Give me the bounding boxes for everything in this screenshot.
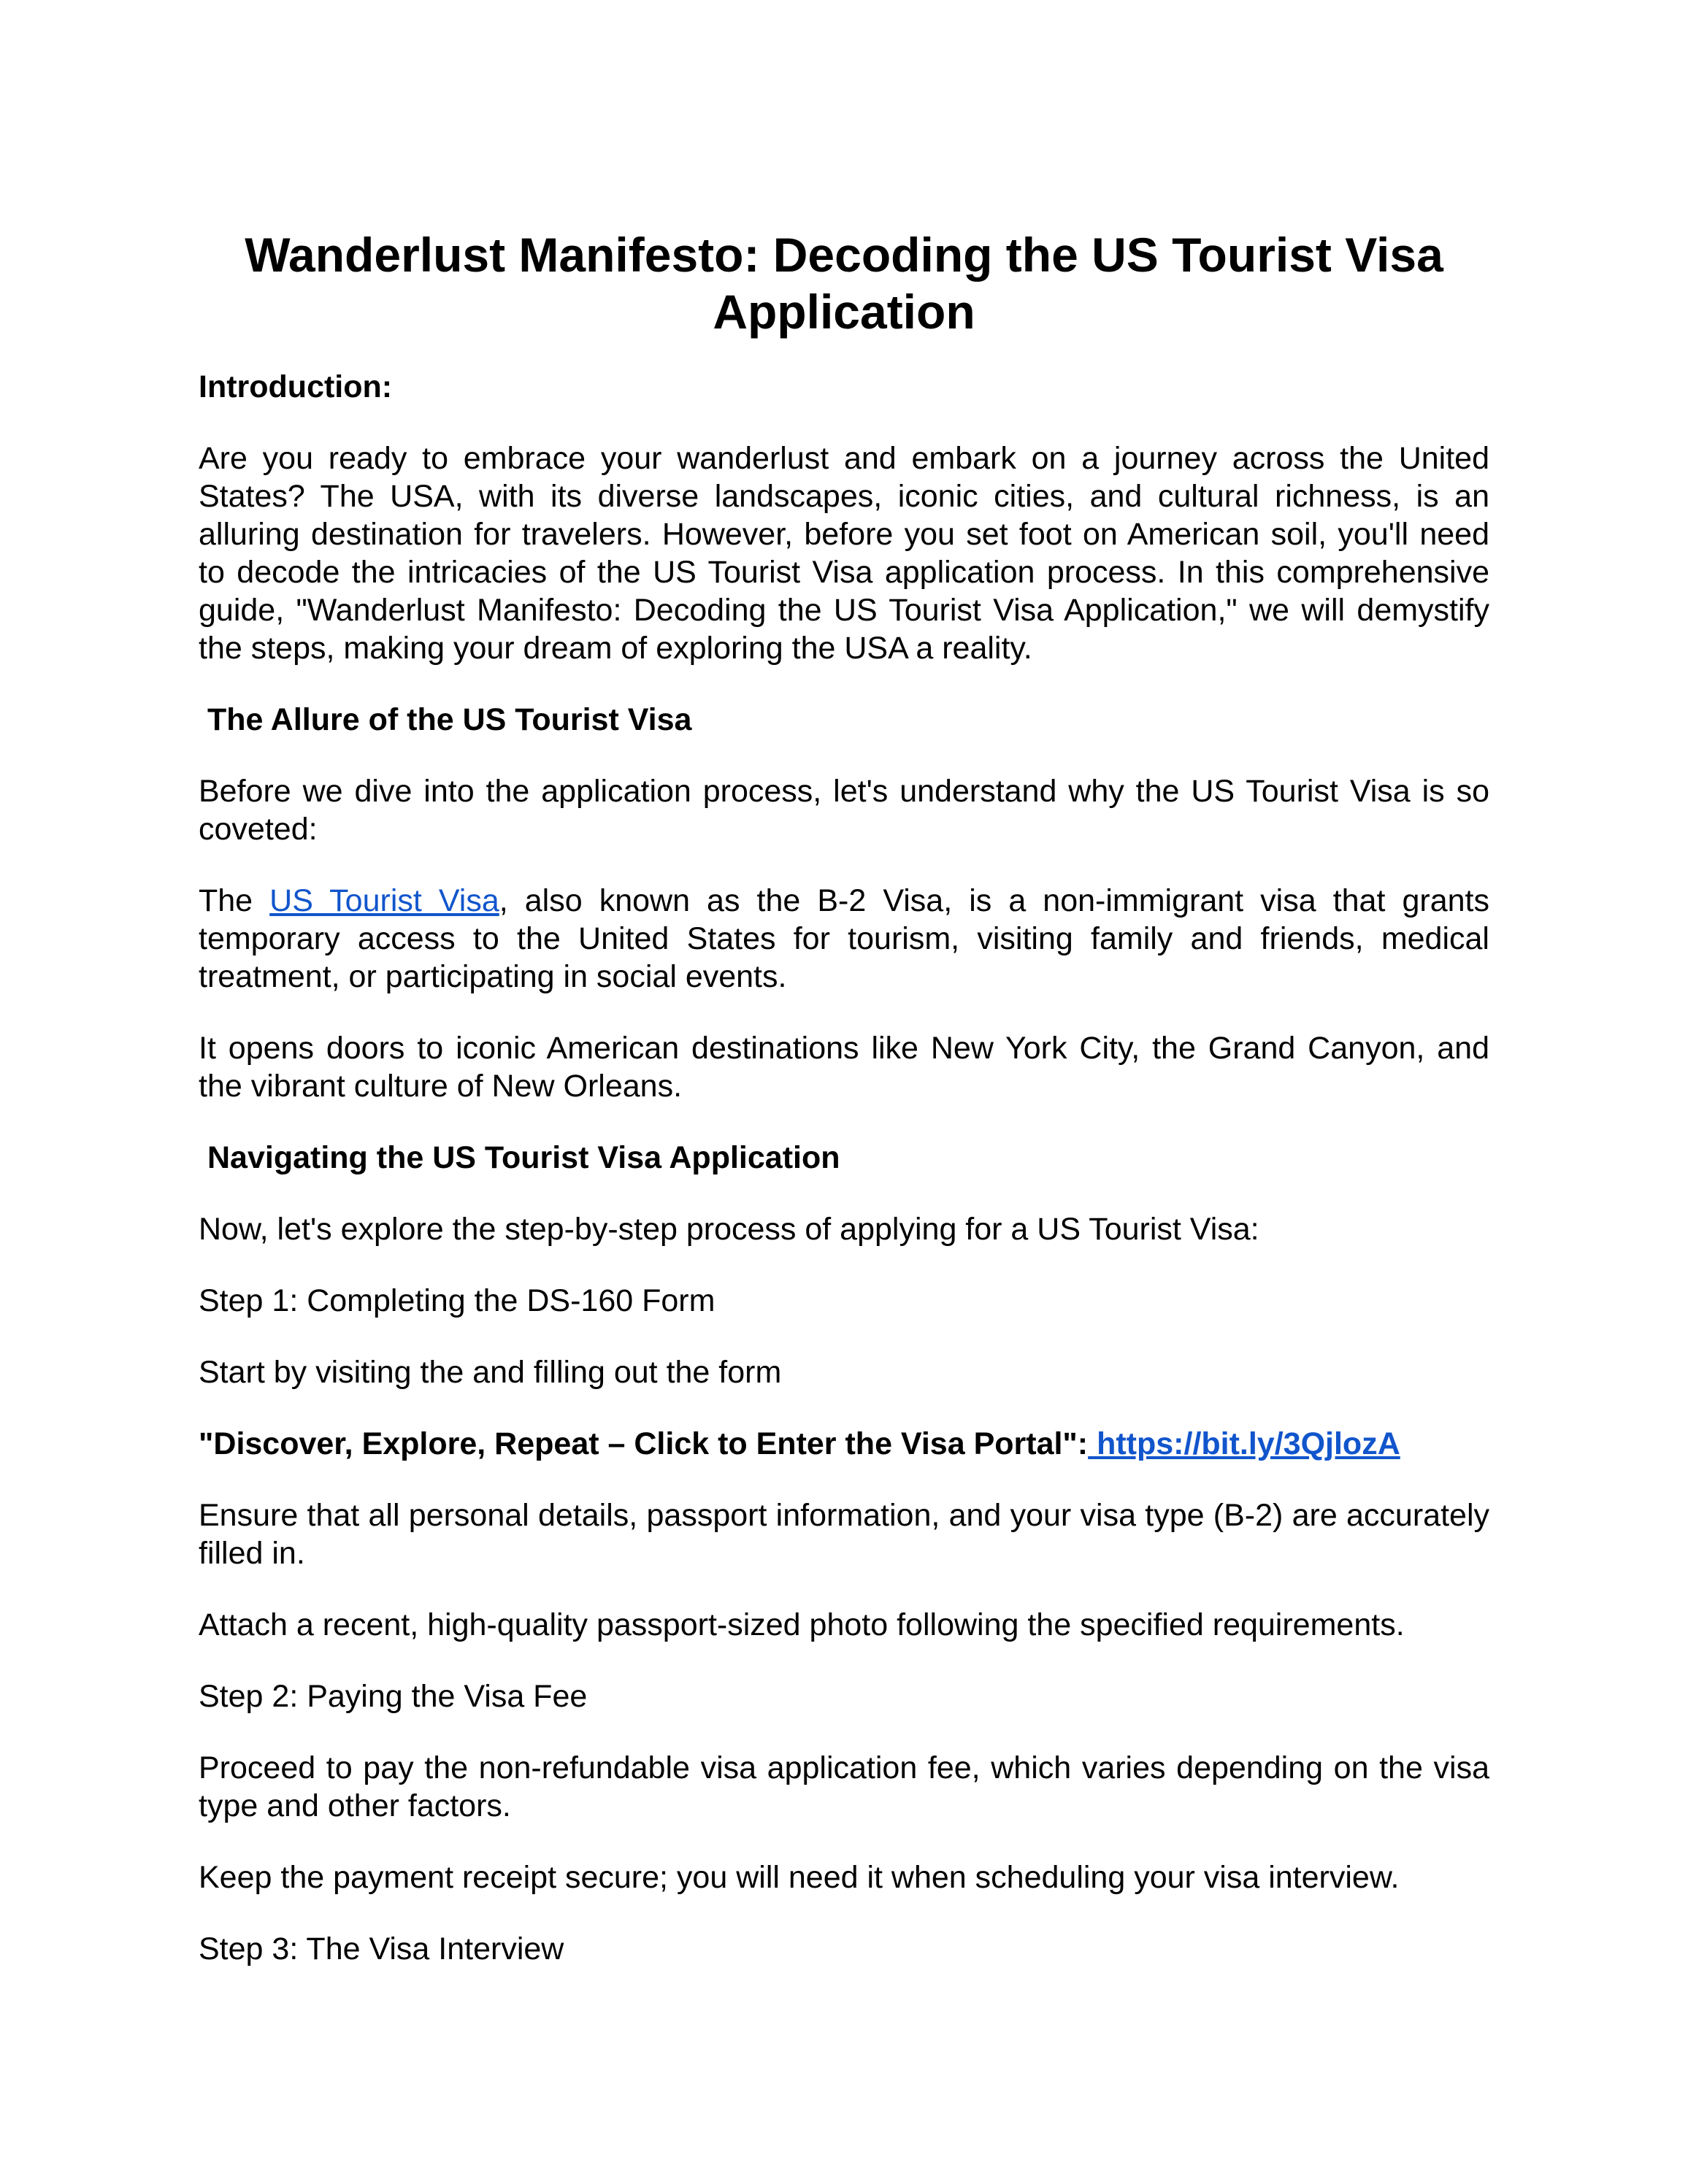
intro-paragraph: Are you ready to embrace your wanderlust and embark on a journey across the United States? The USA, with its diverse landscapes, iconic cities, and cultural richness, is an alluring destination for travelers. However, before you set foot on American soil, you'll need to decode the intricacies of the US Tourist Visa application process. In this comprehensive guide, "Wanderlust Manifesto: Decoding the US Tourist Visa Application," we will demystify the steps, making your dream of exploring the USA a reality. [199,441,1489,666]
callout-text: "Discover, Explore, Repeat – Click to Enter the Visa Portal": [199,1426,1089,1461]
document-page [199,226,1489,2002]
allure-paragraph-3: It opens doors to iconic American destinations like New York City, the Grand Canyon, and the vibrant culture of New Orleans. [199,1031,1489,1104]
allure-paragraph-2 [199,882,1489,996]
allure-paragraph-2-prefix: The [199,883,270,918]
visa-portal-callout [199,1425,1489,1463]
step1-paragraph-2: Ensure that all personal details, passport information, and your visa type (B-2) are accurately filled in. [199,1498,1489,1571]
step2-paragraph-1: Proceed to pay the non-refundable visa application fee, which varies depending on the visa type and other factors. [199,1750,1489,1823]
intro-heading: Introduction: [199,369,393,404]
step1-paragraph-1: Start by visiting the and filling out the form [199,1355,782,1390]
allure-paragraph-1: Before we dive into the application process, let's understand why the US Tourist Visa is so coveted: [199,774,1489,847]
step2-title: Step 2: Paying the Visa Fee [199,1679,588,1714]
navigating-paragraph-1: Now, let's explore the step-by-step process of applying for a US Tourist Visa: [199,1212,1259,1247]
document-title: Wanderlust Manifesto: Decoding the US Tourist Visa Application [245,228,1443,339]
step3-title: Step 3: The Visa Interview [199,1931,564,1966]
us-tourist-visa-link[interactable]: US Tourist Visa [269,883,499,918]
step2-paragraph-2: Keep the payment receipt secure; you will need it when scheduling your visa interview. [199,1860,1400,1895]
allure-paragraph-2-suffix: , also known as the B-2 Visa, is a non-immigrant visa that grants temporary access to the United States for tourism, visiting family and friends, medical treatment, or participating in social events. [199,883,1489,994]
step1-paragraph-3: Attach a recent, high-quality passport-sized photo following the specified requirements. [199,1607,1405,1642]
section-heading-navigating: Navigating the US Tourist Visa Application [207,1140,840,1175]
step1-title: Step 1: Completing the DS-160 Form [199,1283,716,1318]
visa-portal-link[interactable]: https://bit.ly/3QjlozA [1088,1426,1400,1461]
section-heading-allure: The Allure of the US Tourist Visa [207,702,692,737]
